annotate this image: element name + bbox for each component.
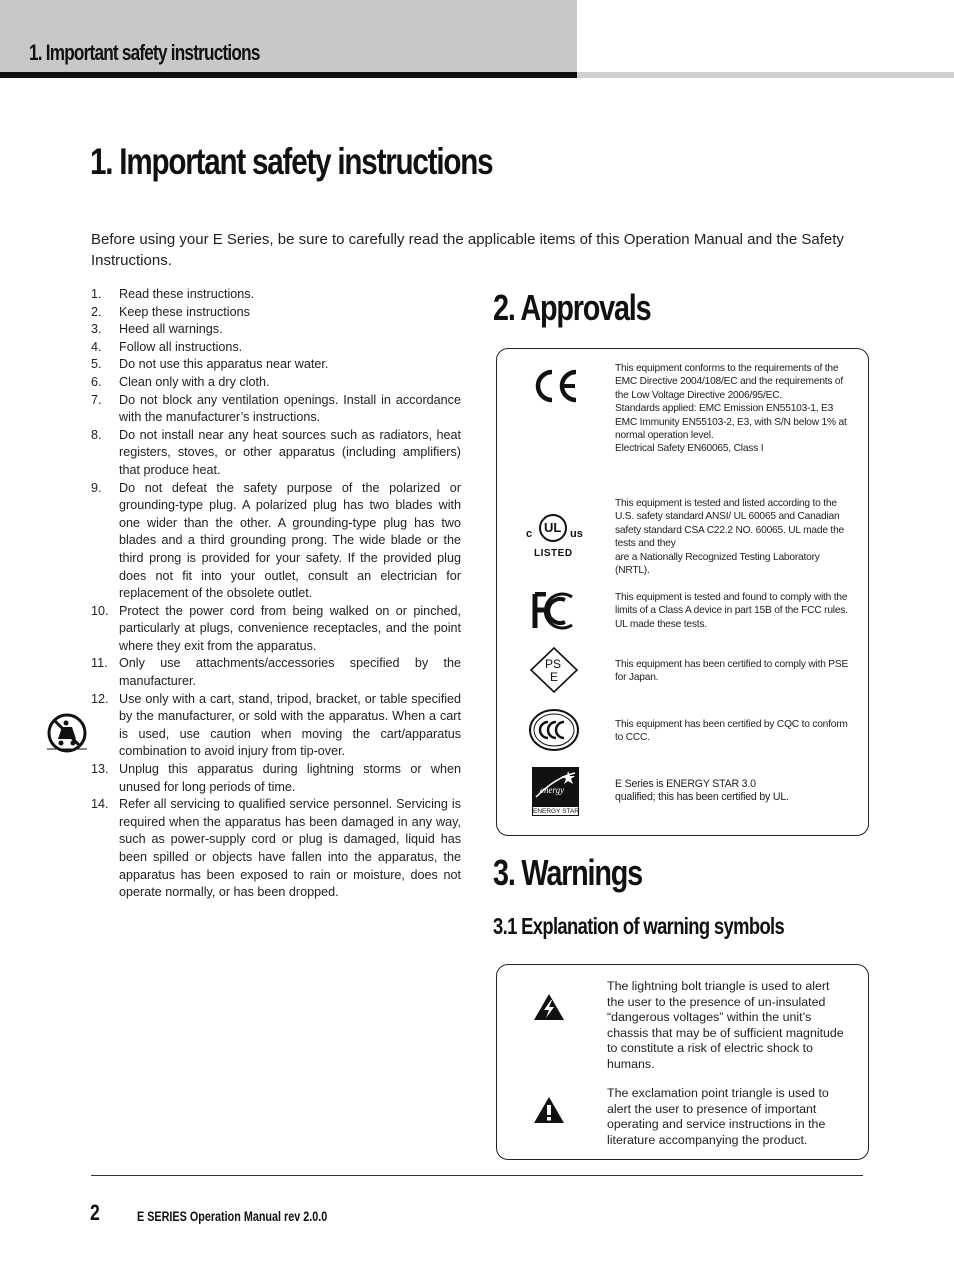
instruction-item — [91, 392, 461, 427]
instruction-item — [91, 761, 461, 796]
energy-star-script: energy — [540, 785, 565, 795]
warning-symbols-subheading: 3.1 Explanation of warning symbols — [493, 913, 785, 939]
pse-logo — [529, 646, 579, 694]
pse-logo-top: PS — [545, 657, 562, 671]
lightning-symbol-text: The lightning bolt triangle is used to alert the user to the presence of un-insulated “dangerous voltages” within the unit’s chassis that may be of sufficient magnitude to constitute a risk of electric shock to humans. — [607, 979, 844, 1071]
ce-approval-text: This equipment conforms to the requirements of the EMC Directive 2004/108/EC and the requirements of the Low Voltage Directive 2006/95/EC. Standards applied: EMC Emission EN55103-1, E3 EMC Immunity EN55103-2, E3, with S/N below 1% at normal operation level. Electrical Safety EN60065, Class I — [615, 363, 847, 455]
instruction-number: 9. — [91, 480, 102, 495]
footer-manual-title: E SERIES Operation Manual rev 2.0.0 — [137, 1209, 328, 1224]
lightning-triangle-icon — [533, 993, 565, 1021]
instruction-item — [91, 655, 461, 690]
instruction-text: Heed all warnings. — [119, 322, 223, 337]
instruction-item — [91, 356, 461, 374]
instruction-text: Clean only with a dry cloth. — [119, 374, 270, 389]
instruction-item — [91, 304, 461, 322]
header-rule — [0, 72, 577, 78]
ul-listed-label: LISTED — [534, 548, 573, 559]
instruction-text: Only use attachments/accessories specified by the manufacturer. — [119, 656, 461, 689]
instruction-number: 12. — [91, 691, 109, 706]
safety-instruction-list — [91, 286, 461, 902]
page-title: 1. Important safety instructions — [90, 141, 493, 182]
energy-star-logo — [532, 767, 579, 816]
ul-approval-text: This equipment is tested and listed according to the U.S. safety standard ANSI/ UL 60065 and Canadian safety standard CSA C22.2 NO. 60065. UL made the tests and they are a Nationally Recognized Testing Laboratory (NRTL). — [615, 498, 844, 577]
footer-rule — [91, 1175, 863, 1176]
instruction-number: 5. — [91, 357, 102, 372]
instruction-text: Follow all instructions. — [119, 339, 243, 354]
warnings-heading: 3. Warnings — [493, 852, 642, 893]
instruction-number: 3. — [91, 322, 102, 337]
instruction-number: 13. — [91, 762, 109, 777]
instruction-text: Unplug this apparatus during lightning storms or when unused for long periods of time. — [119, 762, 461, 794]
instruction-item — [91, 339, 461, 357]
instruction-text: Do not defeat the safety purpose of the polarized or grounding-type plug. A polarized plug has two blades with one wider than the other. A grounding-type plug has two blades and a third grounding prong. The wide blade or the third prong is provided for your safety. If the provided plug does not fit into your outlet, consult an electrician for replacement of the obsolete outlet. — [119, 480, 461, 601]
ul-us-label: us — [570, 528, 583, 540]
ul-logo-text: UL — [544, 520, 562, 535]
instruction-text: Refer all servicing to qualified service personnel. Servicing is required when the apparatus has been damaged in any way, such as power-supply cord or plug is damaged, liquid has been spilled or objects have fallen into the apparatus, the apparatus has been exposed to rain or moisture, does not operate normally, or has been dropped. — [119, 797, 461, 900]
header-title: 1. Important safety instructions — [29, 40, 260, 65]
energy-star-approval-text: E Series is ENERGY STAR 3.0 qualified; this has been certified by UL. — [615, 778, 789, 804]
ccc-mark-icon — [528, 708, 580, 752]
intro-paragraph: Before using your E Series, be sure to carefully read the applicable items of this Operation Manual and the Safety Instructions. — [91, 231, 844, 269]
ul-c-label: c — [526, 528, 533, 540]
header-rule-light — [577, 72, 954, 78]
instruction-text: Read these instructions. — [119, 287, 255, 301]
page-number: 2 — [90, 1200, 100, 1225]
instruction-item — [91, 603, 461, 656]
exclamation-triangle-icon — [533, 1096, 565, 1124]
instruction-number: 4. — [91, 339, 102, 354]
instruction-number: 14. — [91, 797, 109, 812]
instruction-number: 11. — [91, 656, 108, 671]
pse-approval-text: This equipment has been certified to comply with PSE for Japan. — [615, 659, 849, 684]
ce-mark-icon — [531, 366, 579, 406]
instruction-number: 10. — [91, 603, 109, 618]
instruction-number: 7. — [91, 392, 102, 407]
ccc-approval-text: This equipment has been certified by CQC to conform to CCC. — [615, 719, 848, 744]
instruction-text: Keep these instructions — [119, 304, 250, 319]
instruction-item — [91, 374, 461, 392]
fcc-approval-text: This equipment is tested and found to comply with the limits of a Class A device in part 15B of the FCC rules. UL made these tests. — [615, 592, 848, 630]
instruction-item — [91, 480, 461, 603]
instruction-item — [91, 796, 461, 902]
cart-tipover-warning-icon — [45, 713, 89, 753]
fcc-logo-icon — [532, 592, 578, 630]
instruction-item — [91, 427, 461, 480]
approvals-heading: 2. Approvals — [493, 287, 651, 328]
instruction-number: 1. — [91, 287, 102, 301]
instruction-text: Use only with a cart, stand, tripod, bracket, or table specified by the manufacturer, or sold with the apparatus. When a cart is used, use caution when moving the cart/apparatus combination to avoid injury from tip-over. — [119, 691, 461, 759]
instruction-text: Do not install near any heat sources such as radiators, heat registers, stoves, or other apparatus (including amplifiers) that produce heat. — [119, 427, 461, 477]
header-band — [0, 0, 577, 78]
instruction-number: 2. — [91, 304, 102, 319]
exclamation-symbol-text: The exclamation point triangle is used to alert the user to presence of important operating and service instructions in the literature accompanying the product. — [607, 1086, 829, 1147]
instruction-item — [91, 321, 461, 339]
energy-star-label: ENERGY STAR — [533, 808, 579, 815]
instruction-number: 8. — [91, 427, 102, 442]
instruction-text: Protect the power cord from being walked on or pinched, particularly at plugs, convenience receptacles, and the point where they exit from the apparatus. — [119, 603, 461, 653]
ul-listed-logo — [524, 513, 586, 563]
instruction-item — [91, 286, 461, 304]
instruction-text: Do not use this apparatus near water. — [119, 357, 329, 372]
instruction-item — [91, 691, 461, 761]
instruction-text: Do not block any ventilation openings. Install in accordance with the manufacturer’s instructions. — [119, 392, 461, 425]
instruction-number: 6. — [91, 374, 102, 389]
pse-logo-bottom: E — [550, 670, 559, 684]
